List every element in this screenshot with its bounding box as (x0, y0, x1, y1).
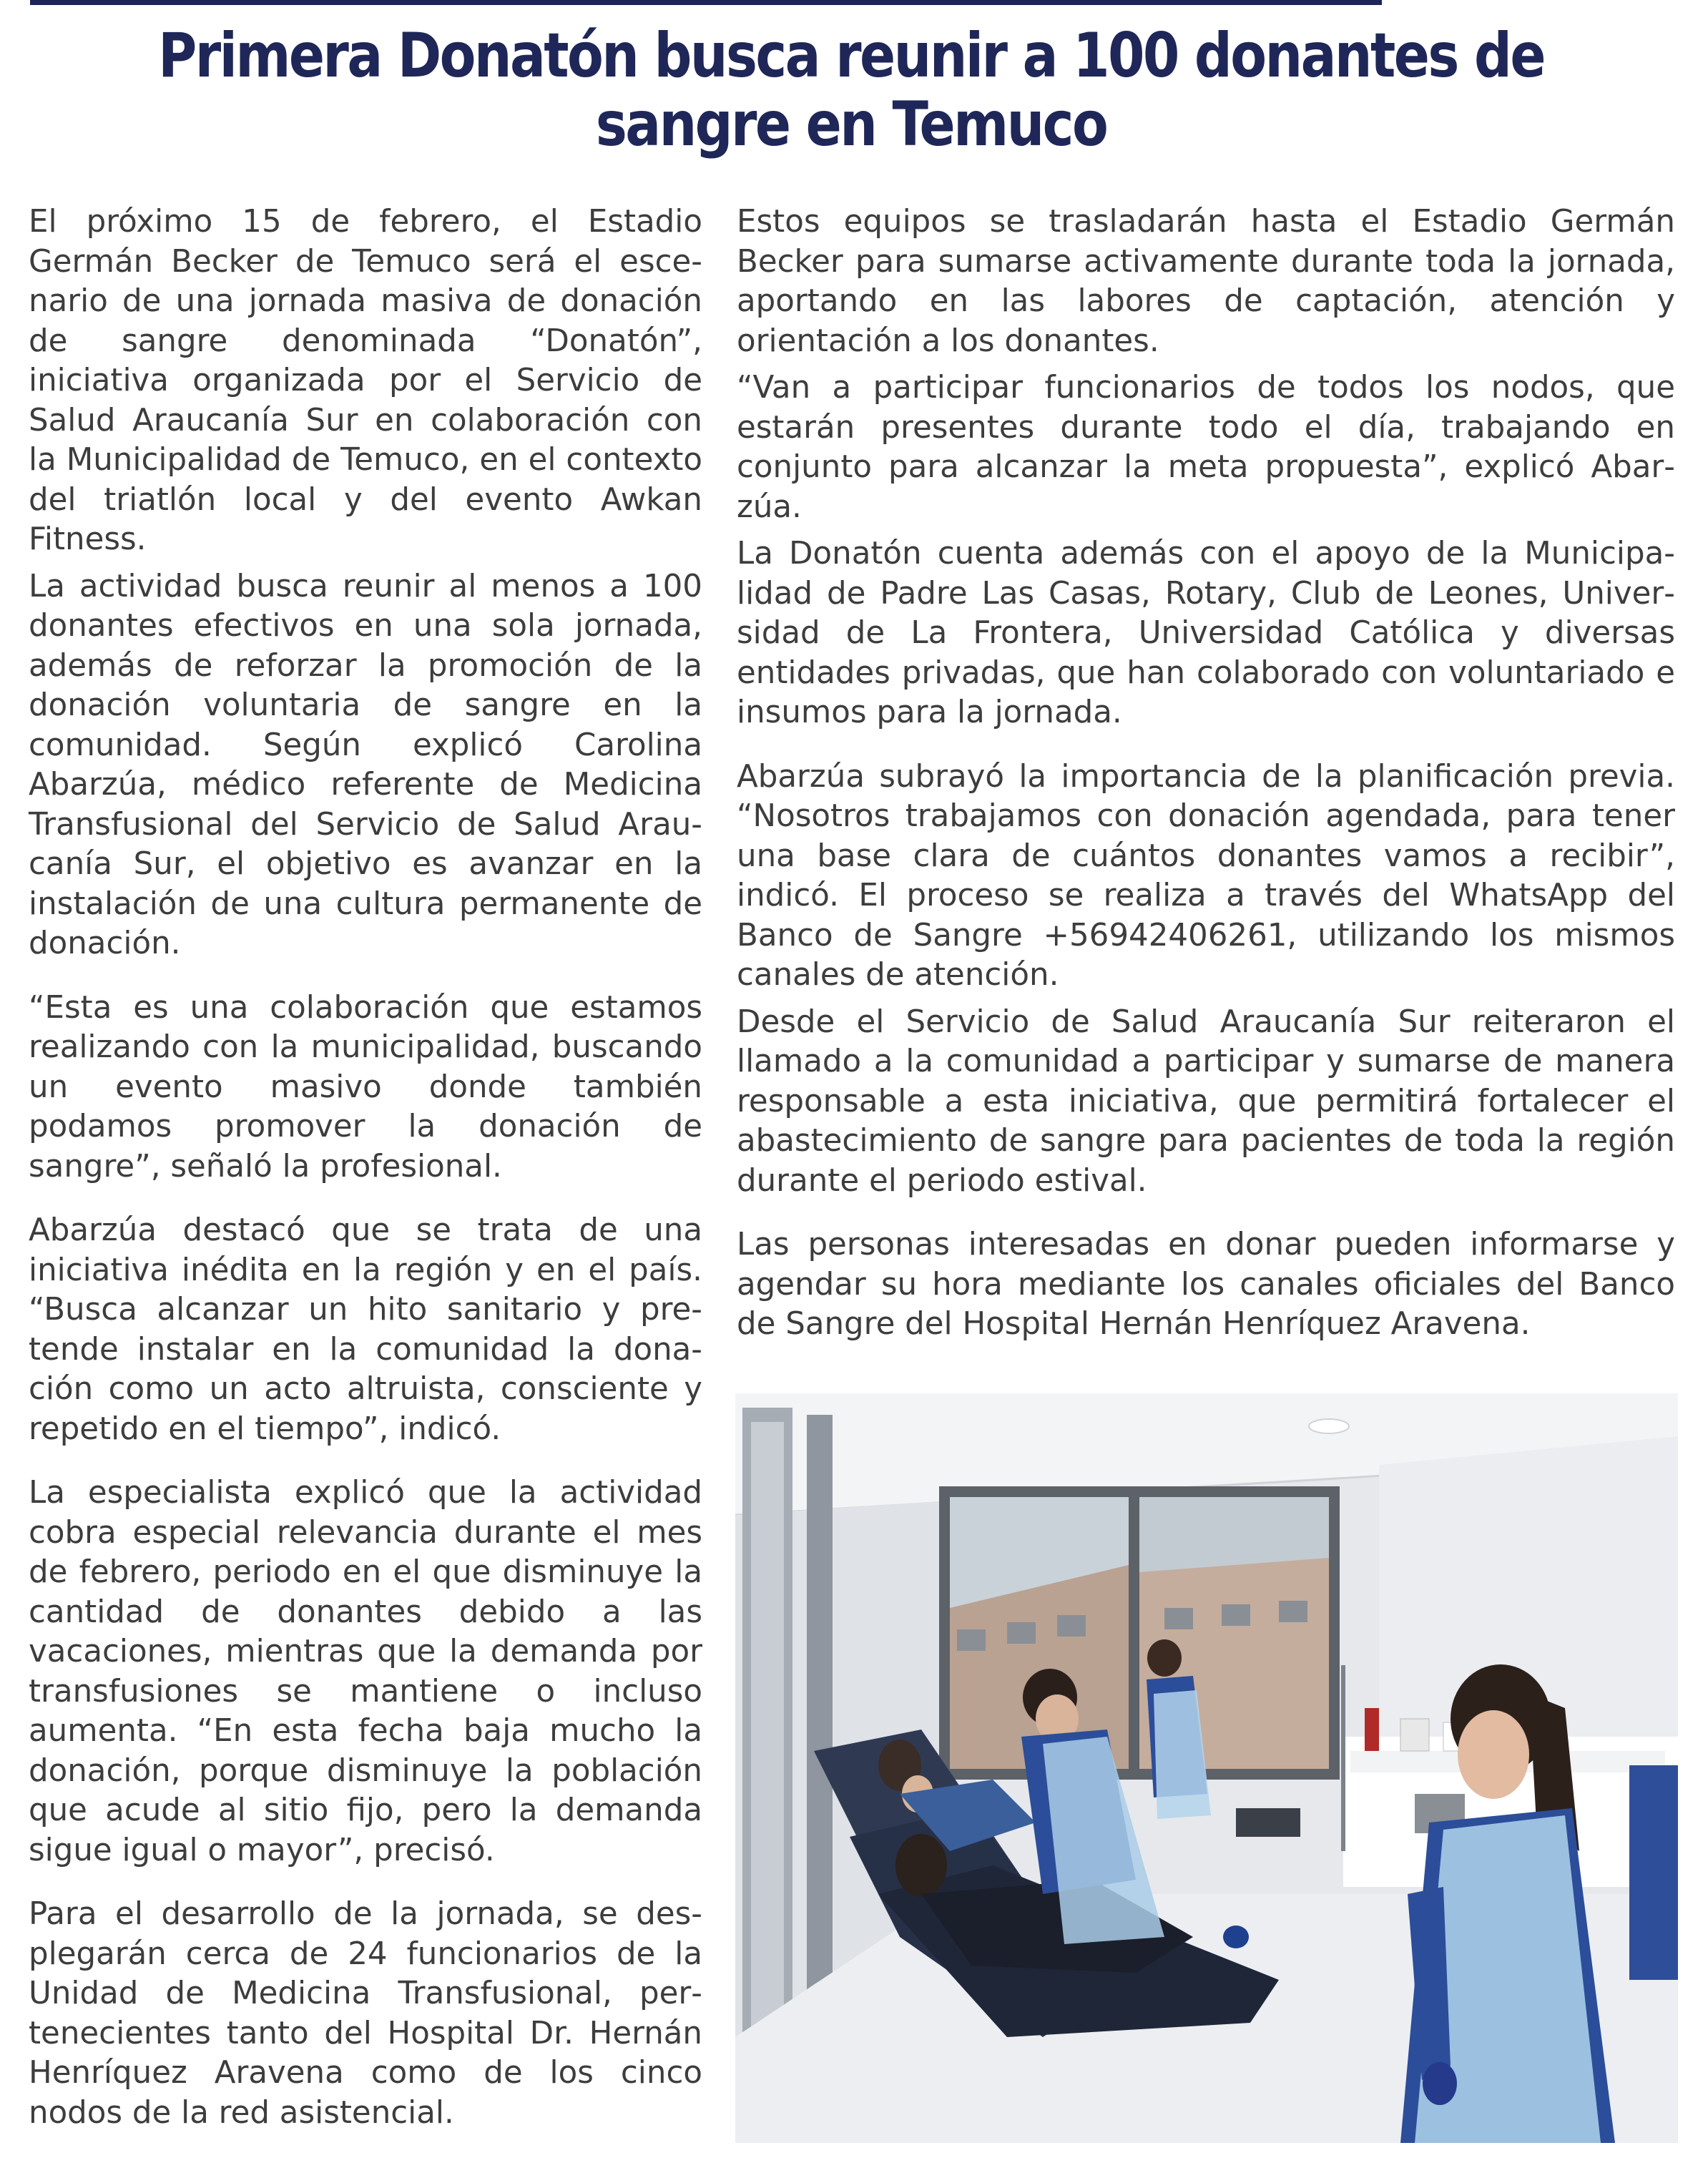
paragraph: Para el desarrollo de la jornada, se desplegarán cerca de 24 funcionarios de la Unidad de Medicina Transfusional, pertenecientes tanto del Hospital Dr. Hernán Henríquez Aravena como de los cinco nodos de la red asistencial. (29, 1896, 702, 2131)
paragraph: La actividad busca reunir al menos a 100 donantes efectivos en una sola jornada, además de reforzar la promoción de la donación voluntaria de sangre en la comunidad. Según explicó Carolina Abarzúa, médico referente de Medicina Transfusional del Servicio de Salud Araucanía Sur, el objetivo es avanzar en la instalación de una cultura permanente de donación. (29, 568, 702, 961)
headline: Primera Donatón busca reunir a 100 donantes de sangre en Temuco (158, 20, 1544, 160)
paragraph: Abarzúa subrayó la importancia de la planificación previa. “Nosotros trabajamos con donación agendada, para tener una base clara de cuántos donantes vamos a recibir”, indicó. El proceso se realiza a través del WhatsApp del Banco de Sangre +56942406261, utilizando los mismos canales de atención. (737, 758, 1675, 993)
paragraph: Desde el Servicio de Salud Araucanía Sur reiteraron el llamado a la comunidad a participar y sumarse de manera responsable a esta iniciativa, que permitirá fortalecer el abastecimiento de sangre para pacientes de toda la región durante el periodo estival. (737, 1004, 1675, 1199)
paragraph: “Van a participar funcionarios de todos los nodos, que estarán presentes durante todo el día, trabajando en conjunto para alcanzar la meta propuesta”, explicó Abarzúa. (737, 370, 1675, 525)
paragraph: Abarzúa destacó que se trata de una iniciativa inédita en la región y en el país. “Busca alcanzar un hito sanitario y pretende instalar en la comunidad la donación como un acto altruista, consciente y repetido en el tiempo”, indicó. (29, 1212, 702, 1447)
top-rule (30, 0, 1382, 5)
paragraph: Estos equipos se trasladarán hasta el Estadio Germán Becker para sumarse activamente durante toda la jornada, aportando en las labores de captación, atención y orientación a los donantes. (737, 204, 1675, 359)
right-column (737, 202, 1675, 1345)
paragraph: El próximo 15 de febrero, el Estadio Germán Becker de Temuco será el escenario de una jornada masiva de donación de sangre denominada “Donatón”, iniciativa organizada por el Servicio de Salud Araucanía Sur en colaboración con la Municipalidad de Temuco, en el contexto del triatlón local y del evento Awkan Fitness. (29, 204, 702, 557)
left-column (29, 202, 702, 2133)
paragraph: La especialista explicó que la actividad cobra especial relevancia durante el mes de febrero, periodo en el que disminuye la cantidad de donantes debido a las vacaciones, mientras que la demanda por transfusiones se mantiene o incluso aumenta. “En esta fecha baja mucho la donación, porque disminuye la población que acude al sitio fijo, pero la demanda sigue igual o mayor”, precisó. (29, 1475, 702, 1868)
blood-donation-photo (735, 1393, 1678, 2143)
paragraph: “Esta es una colaboración que estamos realizando con la municipalidad, buscando un evento masivo donde también podamos promover la donación de sangre”, señaló la profesional. (29, 989, 702, 1184)
paragraph: Las personas interesadas en donar pueden informarse y agendar su hora mediante los canales oficiales del Banco de Sangre del Hospital Hernán Henríquez Aravena. (737, 1227, 1675, 1342)
paragraph: La Donatón cuenta además con el apoyo de la Municipalidad de Padre Las Casas, Rotary, Club de Leones, Universidad de La Frontera, Universidad Católica y diversas entidades privadas, que han colaborado con voluntariado e insumos para la jornada. (737, 536, 1675, 730)
